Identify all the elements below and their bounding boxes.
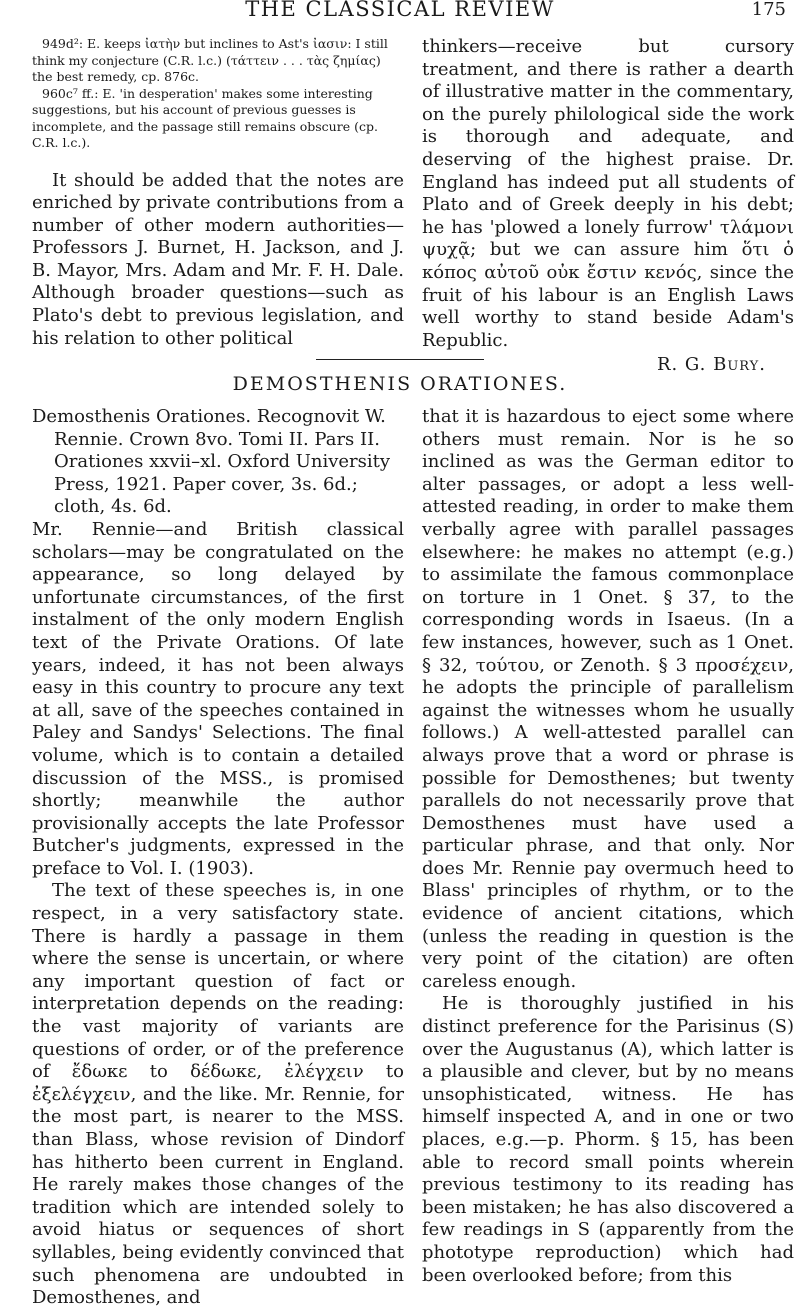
paragraph: that it is hazardous to eject some where others must remain. Nor is he so inclined as was the German editor to alter passages, or adopt a less well-attested reading, in order to make them verbally agree with parallel passages elsewhere: he makes no attempt (e.g.) to assimilate the famous commonplace on torture in 1 Onet. § 37, to the corresponding words in Isaeus. (In a few instances, however, such as 1 Onet. § 32, τούτου, or Zenoth. § 3 προσέχειν, he adopts the principle of parallelism against the witnesses whom he usually follows.) A well-attested parallel can always prove that a word or phrase is possible for Demosthenes; but twenty parallels do not necessarily prove that Demosthenes must have used a particular phrase, and that only. Nor does Mr. Rennie pay overmuch heed to Blass' principles of rhythm, or to the evidence of ancient citations, which (unless the reading in question is the very point of the citation) are often careless enough. <box>422 406 794 992</box>
review-body-continued <box>422 406 794 1287</box>
paragraph: The text of these speeches is, in one respect, in a very satisfactory state. There is hardly a passage in them where the sense is uncertain, or where any important question of fact or interpretation depends on the reading: the vast majority of variants are questions of order, or of the preference of ἔδωκε to δέδωκε, ἐλέγχειν to ἐξελέγχειν, and the like. Mr. Rennie, for the most part, is nearer to the MSS. than Blass, whose revision of Dindorf has hitherto been current in England. He rarely makes those changes of the tradition which are intended solely to avoid hiatus or sequences of short syllables, being evidently convinced that such phenomena are undoubted in Demosthenes, and <box>32 880 404 1309</box>
note-949d: 949d²: E. keeps ἰατὴν but inclines to Ast's ἰασιν: I still think my conjecture (C.R. l.c.) (τάττειν . . . τὰς ζημίας) the best remedy, cp. 876c. <box>32 36 388 84</box>
section-title: DEMOSTHENIS ORATIONES. <box>232 373 568 395</box>
page-header <box>0 0 800 24</box>
section-divider <box>316 359 484 360</box>
bottom-right-column <box>422 406 794 1287</box>
paragraph: It should be added that the notes are enriched by private contributions from a number of other modern authorities—Professors J. Burnet, H. Jackson, and J. B. Mayor, Mrs. Adam and Mr. F. H. Dale. Although broader questions—such as Plato's debt to previous legislation, and his relation to other political <box>32 169 404 349</box>
review-text-continued <box>32 170 404 351</box>
paragraph: Mr. Rennie—and British classical scholars—may be congratulated on the appearance, so long delayed by unfortunate circumstances, of the first instalment of the only modern English text of the Private Orations. Of late years, indeed, it has not been always easy in this country to procure any text at all, save of the speeches contained in Paley and Sandys' Selections. The final volume, which is to contain a detailed discussion of the MSS., is promised shortly; meanwhile the author provisionally accepts the late Professor Butcher's judgments, expressed in the preface to Vol. I. (1903). <box>32 518 404 879</box>
running-title: THE CLASSICAL REVIEW <box>245 0 555 21</box>
top-left-column <box>32 36 404 350</box>
bottom-left-column <box>32 406 404 1310</box>
bibliographic-entry: Demosthenis Orationes. Recognovit W. Rennie. Crown 8vo. Tomi II. Pars II. Orationes xxvii–xl. Oxford University Press, 1921. Paper cover, 3s. 6d.; cloth, 4s. 6d. <box>32 406 391 518</box>
top-right-column <box>422 36 794 375</box>
review-body <box>32 519 404 1310</box>
paragraph: He is thoroughly justified in his distinct preference for the Parisinus (S) over the Augustanus (A), which latter is a plausible and clever, but by no means unsophisticated, witness. He has himself inspected A, and in one or two places, e.g.—p. Phorm. § 15, has been able to record small points wherein previous testimony to its reading has been mistaken; he has also discovered a few readings in S (apparently from the phototype reproduction) which had been overlooked before; from this <box>422 993 794 1286</box>
paragraph: thinkers—receive but cursory treatment, and there is rather a dearth of illustrative matter in the commentary, on the purely philological side the work is thorough and adequate, and deserving of the highest praise. Dr. England has indeed put all students of Plato and of Greek deeply in his debt; he has 'plowed a lonely furrow' τλάμονι ψυχᾷ; but we can assure him ὅτι ὁ κόπος αὐτοῦ οὐκ ἔστιν κενός, since the fruit of his labour is an English Laws well worthy to stand beside Adam's Republic. <box>422 36 794 351</box>
reviewer-signature: R. G. Bury. <box>656 354 766 376</box>
review-text-conclusion <box>422 36 794 352</box>
page-number: 175 <box>751 0 786 20</box>
note-960c: 960c⁷ ff.: E. 'in desperation' makes some interesting suggestions, but his account of previous guesses is incomplete, and the passage still remains obscure (cp. C.R. l.c.). <box>32 85 378 150</box>
textual-notes <box>32 36 404 152</box>
